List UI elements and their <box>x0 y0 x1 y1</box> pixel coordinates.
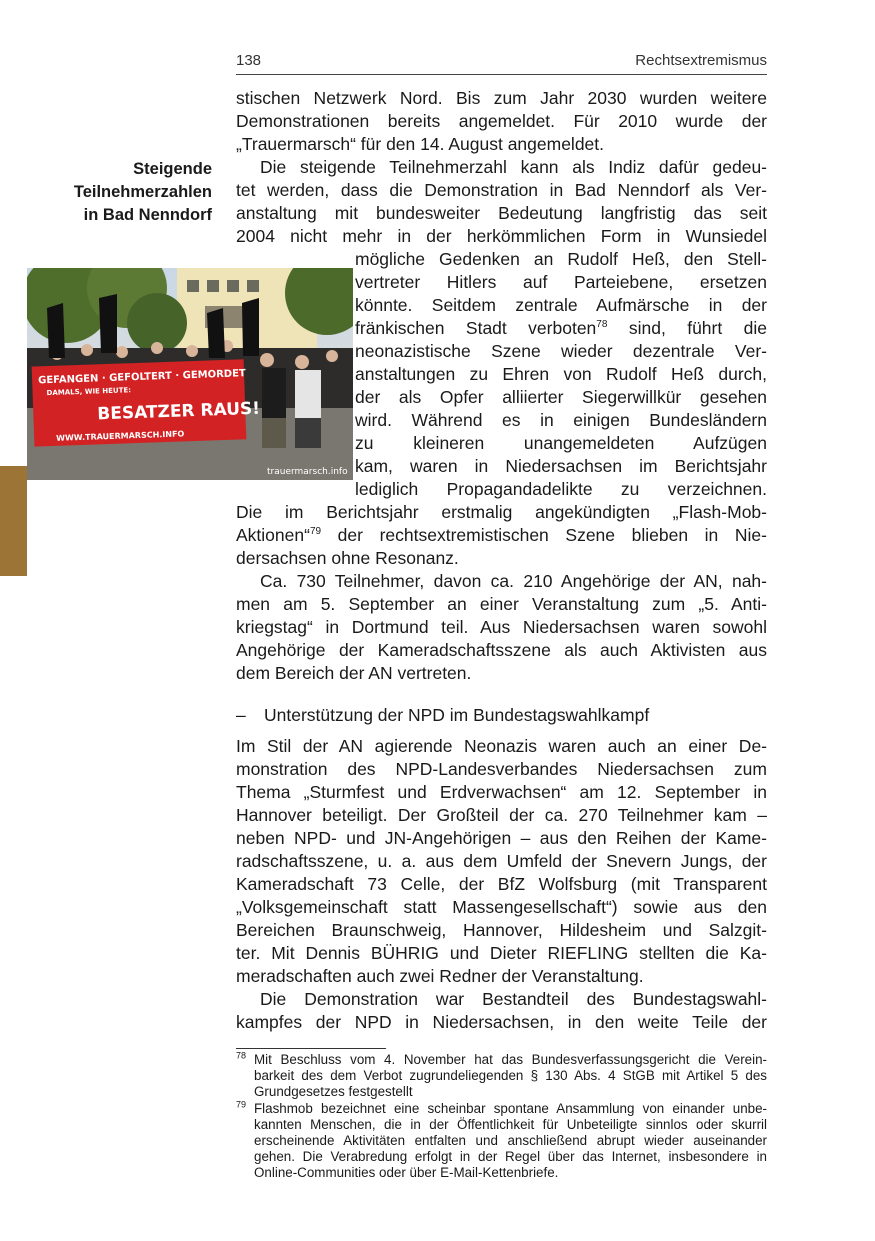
footnote-ref-79: 79 <box>309 526 322 538</box>
margin-note <box>40 158 212 227</box>
subheading-dash: – <box>236 705 246 725</box>
text-line: dersachsen ohne Resonanz. <box>236 548 459 568</box>
text-line: Die steigende Teilnehmerzahl kann als Indiz dafür gedeu- <box>260 157 767 177</box>
text-line: radschaftsszene, u. a. aus dem Umfeld der Snevern Jungs, der <box>236 851 767 871</box>
footnote-line: Online-Communities oder über E-Mail-Kettenbriefe. <box>254 1165 559 1180</box>
text-line: Demonstrationen bereits angemeldet. Für 2010 wurde der <box>236 111 767 131</box>
text-line: Die Demonstration war Bestandteil des Bundestagswahl- <box>260 989 767 1009</box>
footnote-line: barkeit des dem Verbot zugrundeliegenden § 130 Abs. 4 StGB mit Artikel 5 des <box>254 1068 767 1083</box>
text-line: Thema „Sturmfest und Erdverwachsen“ am 12. September in <box>236 782 767 802</box>
text-line: könnte. Seitdem zentrale Aufmärsche in der <box>355 295 767 315</box>
text-line: zu kleineren unangemeldeten Aufzügen <box>355 433 767 453</box>
footnote-line: kannten Menschen, die in der Öffentlichkeit für Unbeteiligte sinnlos oder skurril <box>254 1117 767 1132</box>
page-number: 138 <box>236 52 262 69</box>
text-line: wird. Während es in einigen Bundesländern <box>355 410 767 430</box>
text-line: mögliche Gedenken an Rudolf Heß, den Stell- <box>355 249 767 269</box>
text-line: men am 5. September an einer Veranstaltung zum „5. Anti- <box>236 594 767 614</box>
text-line: meradschaften auch zwei Redner der Veranstaltung. <box>236 966 644 986</box>
page-header <box>236 52 767 75</box>
footnote-line: Grundgesetzes festgestellt <box>254 1084 413 1099</box>
text-segment: fränkischen Stadt verboten <box>355 318 597 338</box>
banner-text-2: DAMALS, WIE HEUTE: <box>46 386 132 398</box>
text-line: kam, waren in Niedersachsen im Berichtsjahr <box>355 456 767 476</box>
text-line: „Trauermarsch“ für den 14. August angemeldet. <box>236 134 605 154</box>
text-segment: sind, führt die <box>607 318 768 338</box>
text-line: Angehörige der Kameradschaftsszene als auch Aktivisten aus <box>236 640 767 660</box>
footnote-line: Flashmob bezeichnet eine scheinbar spontane Ansammlung von einander unbe- <box>254 1101 767 1116</box>
text-line: stischen Netzwerk Nord. Bis zum Jahr 2030 wurden weitere <box>236 88 767 108</box>
banner-url: WWW.TRAUERMARSCH.INFO <box>56 429 185 443</box>
text-line: Bereichen Braunschweig, Hannover, Hildesheim und Salzgit- <box>236 920 767 940</box>
text-line: kampfes der NPD in Niedersachsen, in den weite Teile der <box>236 1012 767 1032</box>
text-line: anstaltungen zu Ehren von Rudolf Heß durch, <box>355 364 767 384</box>
text-line: Ca. 730 Teilnehmer, davon ca. 210 Angehörige der AN, nah- <box>260 571 767 591</box>
footnote-line: erscheinende Aktivitäten entfalten und anschließend abrupt wieder auseinander <box>254 1133 767 1148</box>
text-line: Hannover beteiligt. Der Großteil der ca. 270 Teilnehmer kam – <box>236 805 767 825</box>
text-line: neonazistische Szene wieder dezentrale Ver- <box>355 341 767 361</box>
text-line: anstaltung mit bundesweiter Bedeutung langfristig das seit <box>236 203 767 223</box>
margin-note-line: in Bad Nenndorf <box>83 206 212 224</box>
footnote-marker-78: 78 <box>236 1050 247 1061</box>
footnote-ref-78: 78 <box>596 319 608 331</box>
footnote-line: gehen. Die Verabredung erfolgt in der Regel über das Internet, insbesondere in <box>254 1149 767 1164</box>
footnote-line: Mit Beschluss vom 4. November hat das Bundesverfassungsgericht die Verein- <box>254 1052 767 1067</box>
chapter-tab <box>0 466 27 576</box>
demonstration-photo <box>27 268 353 480</box>
text-segment: der rechtsextremistischen Szene blieben in Nie- <box>321 525 767 545</box>
photo-watermark: trauermarsch.info <box>267 467 348 477</box>
text-line: lediglich Propagandadelikte zu verzeichnen. <box>355 479 767 499</box>
text-line: ter. Mit Dennis BÜHRIG und Dieter RIEFLING stellten die Ka- <box>236 943 767 963</box>
running-title: Rechtsextremismus <box>635 52 767 69</box>
margin-note-line: Teilnehmerzahlen <box>73 183 212 201</box>
footnote-number <box>236 1052 246 1068</box>
text-line: monstration des NPD-Landesverbandes Niedersachsen zum <box>236 759 767 779</box>
text-line: der als Opfer alliierter Siegerwillkür gesehen <box>355 387 767 407</box>
text-segment: Aktionen“ <box>236 525 310 545</box>
text-line: Kameradschaft 73 Celle, der BfZ Wolfsburg (mit Transparent <box>236 874 767 894</box>
text-line <box>355 317 767 340</box>
banner-main-text: BESATZER RAUS! <box>97 398 261 425</box>
text-line: tet werden, dass die Demonstration in Bad Nenndorf als Ver- <box>236 180 767 200</box>
margin-note-line: Steigende <box>133 160 212 178</box>
text-line <box>236 524 767 547</box>
footnote-rule <box>236 1048 386 1049</box>
text-line: dem Bereich der AN vertreten. <box>236 663 472 683</box>
footnote-marker-79: 79 <box>236 1099 247 1110</box>
banner-text-1: GEFANGEN · GEFOLTERT · GEMORDET <box>37 368 246 387</box>
text-line: vertreter Hitlers auf Parteiebene, ersetzen <box>355 272 767 292</box>
text-line: 2004 nicht mehr in der herkömmlichen Form in Wunsiedel <box>236 226 767 246</box>
footnote-number <box>236 1101 246 1117</box>
text-line: „Volksgemeinschaft statt Massengesellschaft“) sowie aus den <box>236 897 767 917</box>
text-line: Die im Berichtsjahr erstmalig angekündigten „Flash-Mob- <box>236 502 767 522</box>
subheading-text: Unterstützung der NPD im Bundestagswahlkampf <box>264 705 650 725</box>
text-line: neben NPD- und JN-Angehörigen – aus den Reihen der Kame- <box>236 828 767 848</box>
text-line: Im Stil der AN agierende Neonazis waren auch an einer De- <box>236 736 767 756</box>
section-subheading <box>236 704 649 727</box>
text-line: kriegstag“ in Dortmund teil. Aus Niedersachsen waren sowohl <box>236 617 767 637</box>
